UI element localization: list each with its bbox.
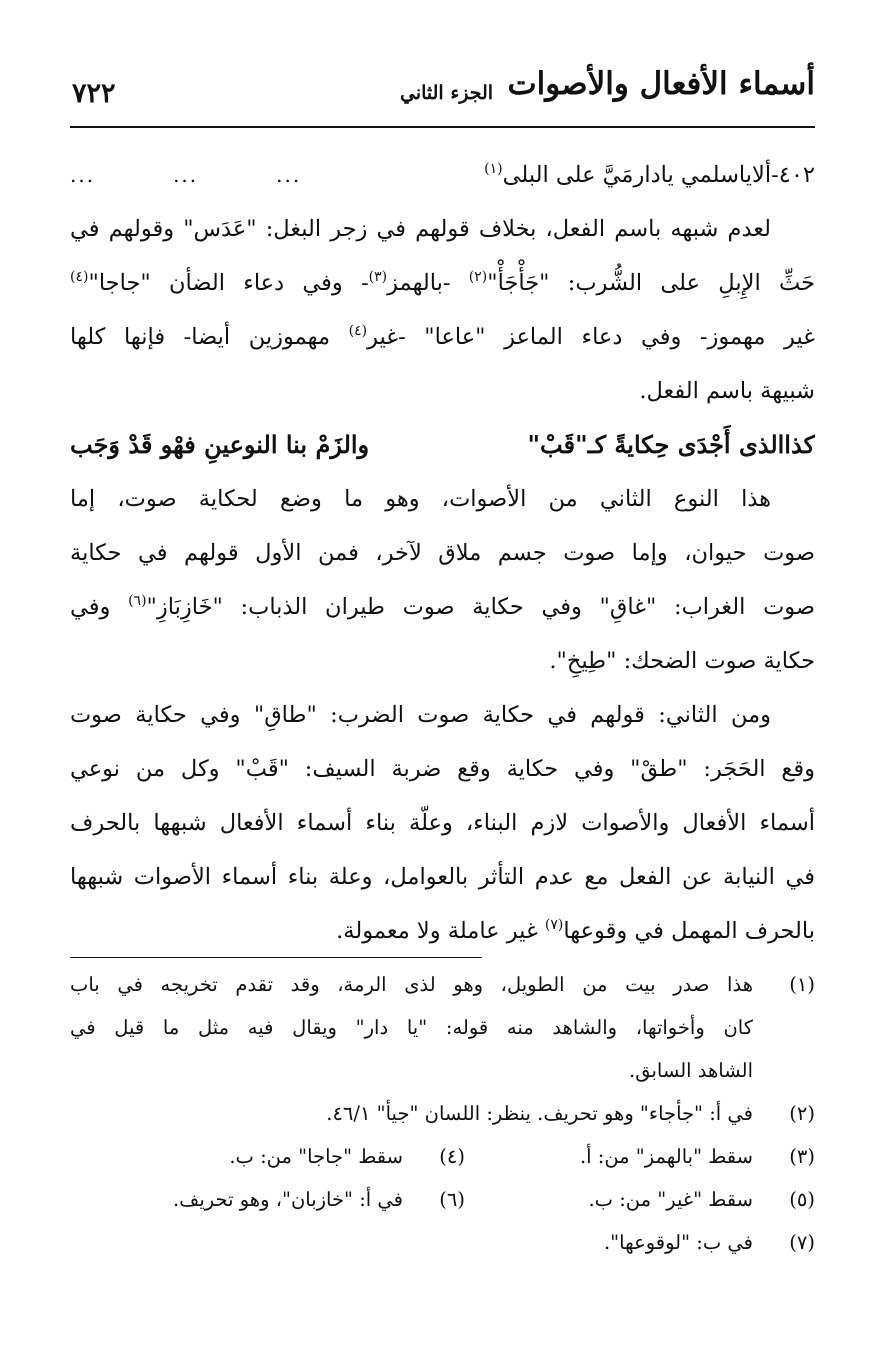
footnote-ref: (٢) bbox=[468, 269, 488, 285]
footnote-text: في أ: "جأجاء" وهو تحريف. ينظر: اللسان "جيأ" ٤٦/١. bbox=[326, 1102, 753, 1125]
footnote-separator bbox=[70, 957, 482, 958]
verse-text: ٤٠٢-ألاياسلمي يادارمَيَّ على البلى bbox=[502, 162, 815, 188]
footnote-ref: (٣) bbox=[368, 269, 388, 285]
ellipsis: ... bbox=[70, 163, 96, 187]
alfiyya-couplet bbox=[70, 418, 815, 472]
footnote-text: في ب: "لوقوعها". bbox=[603, 1231, 753, 1254]
paragraph-2-line-1: هذا النوع الثاني من الأصوات، وهو ما وضع لحكاية صوت، إما bbox=[70, 486, 771, 512]
paragraph-1-line-3: غير مهموز- وفي دعاء الماعز "عاعا" -غير$^{(٤)}$ مهموزين أيضا- فإنها كلها bbox=[70, 323, 815, 350]
paragraph-3-line-1: ومن الثاني: قولهم في حكاية صوت الضرب: "طاقِ" وفي حكاية صوت bbox=[70, 702, 771, 728]
footnote-text: هذا صدر بيت من الطويل، وهو لذى الرمة، وقد تقدم تخريجه في باب bbox=[70, 973, 753, 996]
paragraph-2-line-4: حكاية صوت الضحك: "طِيخِ". bbox=[549, 648, 815, 674]
footnote-ref: (١) bbox=[484, 161, 503, 177]
footnote-3 bbox=[475, 1135, 815, 1178]
page-number: ٧٢٢ bbox=[72, 78, 116, 109]
paragraph-3-line-4: في النيابة عن الفعل مع عدم التأثر بالعوامل، وعلة بناء أسماء الأصوات شبهها bbox=[70, 864, 815, 890]
paragraph-2-line-2: صوت حيوان، وإما صوت جسم ملاق لآخر، فمن الأول قولهم في حكاية bbox=[70, 540, 815, 566]
header-rule bbox=[70, 126, 815, 128]
footnotes bbox=[70, 963, 815, 1264]
paragraph-1-line-1: لعدم شبهه باسم الفعل، بخلاف قولهم في زجر البغل: "عَدَس" وقولهم في bbox=[70, 216, 771, 242]
footnote-number: (٤) bbox=[439, 1145, 465, 1168]
volume-label: الجزء الثاني bbox=[400, 82, 494, 104]
verse-402 bbox=[70, 148, 815, 202]
footnote-text: في أ: "خازبان"، وهو تحريف. bbox=[172, 1188, 403, 1211]
footnote-5 bbox=[475, 1178, 815, 1221]
footnote-6 bbox=[95, 1178, 465, 1221]
running-title: أسماء الأفعال والأصوات bbox=[507, 66, 815, 102]
footnote-number: (٧) bbox=[789, 1231, 815, 1254]
footnote-ref: (٤) bbox=[348, 323, 368, 339]
page-header bbox=[72, 66, 815, 126]
footnote-text: الشاهد السابق. bbox=[629, 1059, 753, 1082]
footnote-ref: (٦) bbox=[128, 593, 147, 609]
footnote-ref: (٤) bbox=[70, 269, 89, 285]
footnote-number: (٣) bbox=[789, 1145, 815, 1168]
footnote-ref: (٧) bbox=[544, 917, 564, 933]
paragraph-2-line-3: صوت الغراب: "غاقِ" وفي حكاية صوت طيران الذباب: "خَازِبَازِ"$^{(٦)}$ وفي bbox=[70, 593, 815, 620]
verse-ellipsis bbox=[70, 148, 301, 202]
ellipsis: ... bbox=[276, 163, 302, 187]
main-text bbox=[70, 148, 815, 958]
footnote-2 bbox=[70, 1092, 815, 1135]
paragraph-3-line-3: أسماء الأفعال والأصوات لازم البناء، وعلّة بناء أسماء الأفعال شبهها بالحرف bbox=[70, 810, 815, 836]
paragraph-3-line-2: وقع الحَجَر: "طقْ" وفي حكاية وقع ضربة السيف: "قَبْ" وكل من نوعي bbox=[70, 756, 815, 782]
footnotes-5-6 bbox=[70, 1178, 815, 1221]
paragraph-3-line-5: بالحرف المهمل في وقوعها$^{(٧)}$ غير عاملة ولا معمولة. bbox=[336, 917, 815, 944]
footnote-number: (٢) bbox=[789, 1102, 815, 1125]
ellipsis: ... bbox=[173, 163, 199, 187]
footnote-1 bbox=[70, 963, 815, 1092]
footnote-number: (١) bbox=[789, 973, 815, 996]
footnotes-3-4 bbox=[70, 1135, 815, 1178]
paragraph-1-line-4: شبيهة باسم الفعل. bbox=[639, 378, 815, 404]
footnote-text: سقط "بالهمز" من: أ. bbox=[579, 1145, 753, 1168]
footnote-text: كان وأخواتها، والشاهد منه قوله: "يا دار" ويقال فيه مثل ما قيل في bbox=[70, 1016, 753, 1039]
footnote-text: سقط "غير" من: ب. bbox=[588, 1188, 753, 1211]
couplet-first-hemistich: كذاالذى أَجْدَى حِكايةً كـ"قَبْ" bbox=[527, 430, 815, 459]
footnote-4 bbox=[95, 1135, 465, 1178]
footnote-number: (٦) bbox=[439, 1188, 465, 1211]
footnote-7 bbox=[70, 1221, 815, 1264]
couplet-second-hemistich: والزَمْ بنا النوعينِ فهْو قَدْ وَجَب bbox=[70, 430, 370, 459]
footnote-number: (٥) bbox=[789, 1188, 815, 1211]
paragraph-1-line-2: حَثِّ الإِبلِ على الشُّرب: "جَأْجَأْ"$^{(٢)}$ -بالهمز$^{(٣)}$- وفي دعاء الضأن "جاجا"$^{(٤)}$ bbox=[70, 269, 815, 296]
footnote-text: سقط "جاجا" من: ب. bbox=[229, 1145, 403, 1168]
